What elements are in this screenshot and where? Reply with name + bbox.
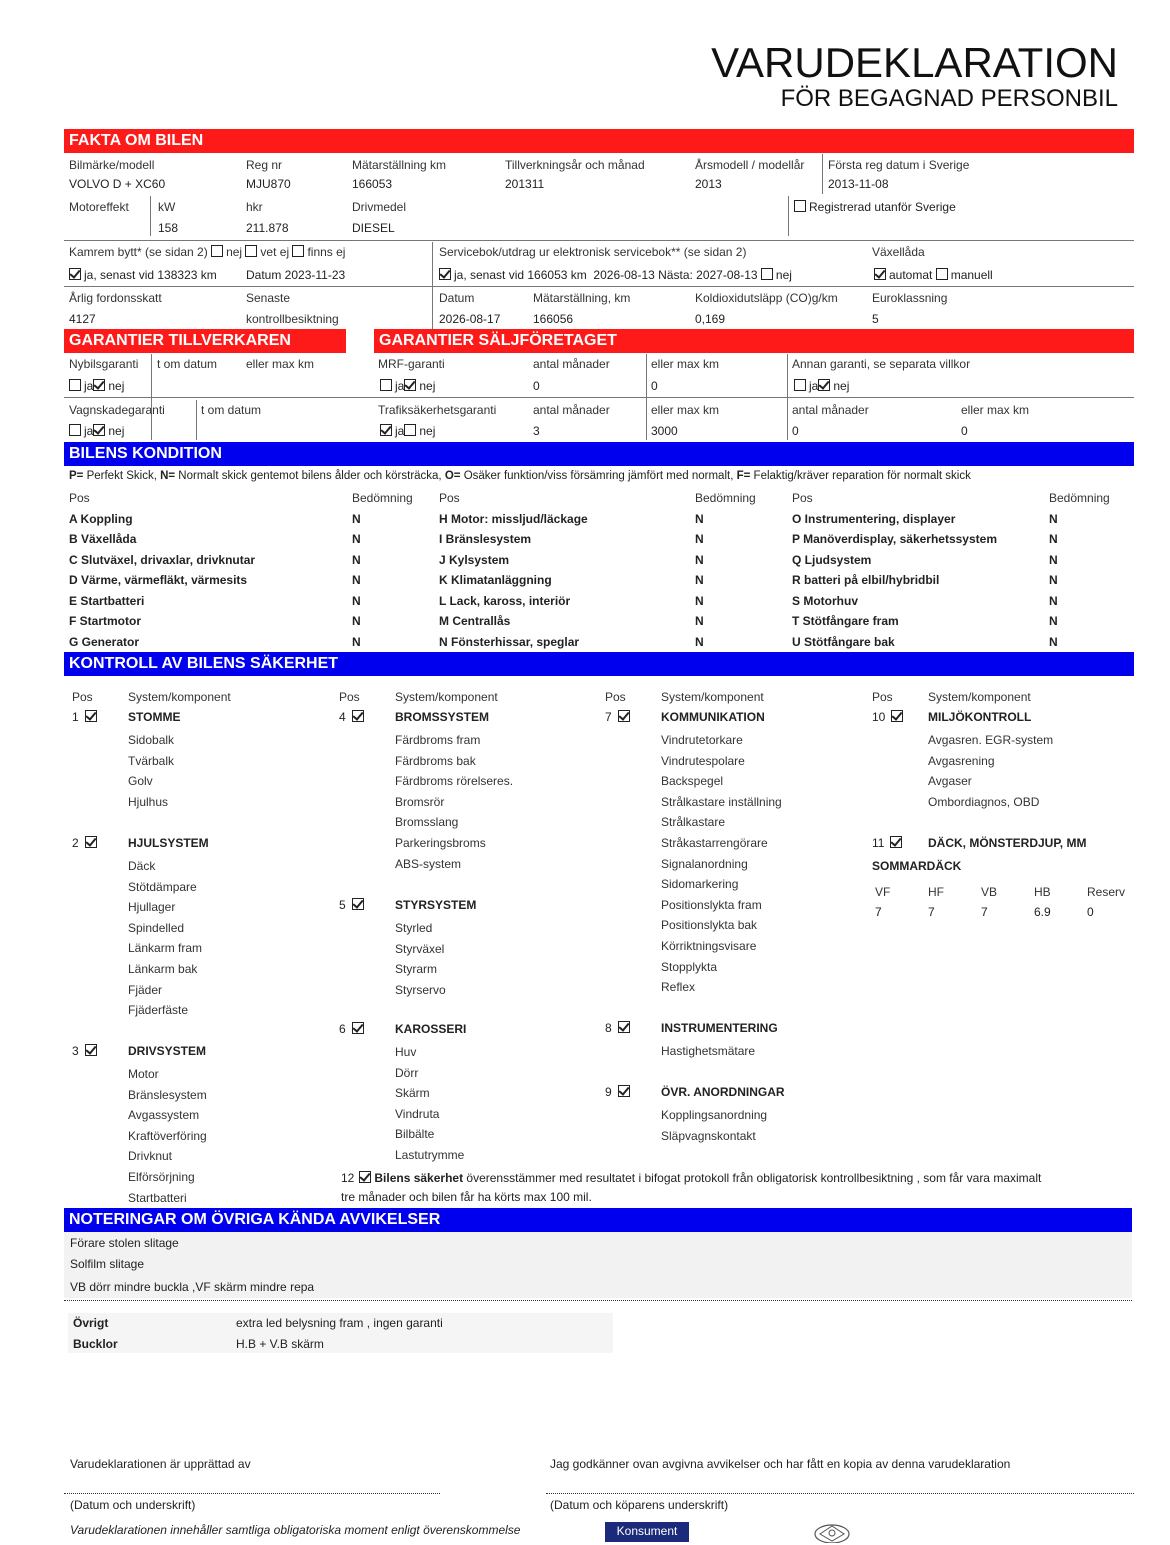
- kontroll-group-title: KOMMUNIKATION: [661, 710, 765, 724]
- kontroll-p12-line2: tre månader och bilen får ha körts max 100 mil.: [341, 1190, 592, 1204]
- garanti-salj-header: GARANTIER SÄLJFÖRETAGET: [374, 329, 1134, 353]
- condition-item: O Instrumentering, displayer: [792, 512, 956, 526]
- legend-text: Normalt skick gentemot bilens ålder och körsträcka,: [175, 470, 445, 482]
- tire-header: VB: [981, 885, 998, 899]
- sign-right-label: Jag godkänner ovan avgivna avvikelser och har fått en kopia av denna varudeklaration: [550, 1457, 1011, 1471]
- tire-depth: 0: [1087, 905, 1094, 919]
- sign-left-sub: (Datum och underskrift): [70, 1498, 196, 1512]
- kond-pos-1: Pos: [69, 491, 90, 505]
- condition-item: C Slutväxel, drivaxlar, drivknutar: [69, 553, 256, 567]
- kontroll-pos-header: Pos: [872, 690, 893, 704]
- kontroll-item: Huv: [395, 1045, 417, 1059]
- divider: [64, 240, 1134, 241]
- trafik-antal-label: antal månader: [533, 403, 610, 417]
- summer-tires-label: SOMMARDÄCK: [872, 859, 962, 873]
- kontroll-item: Skärm: [395, 1086, 430, 1101]
- kontroll-item: Färdbroms fram: [395, 733, 481, 747]
- trafik-janej: ja nej: [380, 424, 435, 438]
- condition-rating: N: [352, 532, 361, 546]
- datum-value: 2026-08-17: [439, 312, 501, 326]
- kontroll-item: Startbatteri: [128, 1190, 187, 1205]
- divider: [150, 196, 151, 236]
- kontroll-item: Styrarm: [395, 962, 437, 977]
- nybil-nej-checkbox[interactable]: [93, 379, 105, 391]
- kontroll-item: Reflex: [661, 980, 696, 995]
- kontroll-item: Lastutrymme: [395, 1148, 465, 1162]
- outside-sweden-checkbox[interactable]: [794, 200, 806, 212]
- outside-sweden[interactable]: Registrerad utanför Sverige: [794, 200, 956, 214]
- trafik-ja-checkbox[interactable]: [380, 424, 392, 436]
- condition-item: M Centrallås: [439, 614, 511, 628]
- annan-antal: 0: [792, 424, 799, 438]
- tire-depth: 7: [981, 905, 988, 919]
- condition-rating: N: [1049, 532, 1058, 546]
- kontroll-item: Färdbroms rörelseres.: [395, 774, 514, 789]
- label-fuel: Drivmedel: [352, 200, 407, 214]
- kontroll-item: ABS-system: [395, 856, 462, 871]
- annan-label: Annan garanti, se separata villkor: [792, 357, 971, 371]
- condition-item: S Motorhuv: [792, 594, 858, 608]
- label-reg: Reg nr: [246, 158, 283, 172]
- kontroll-checkbox[interactable]: [352, 1022, 364, 1034]
- condition-rating: N: [1049, 573, 1058, 587]
- tax-label: Årlig fordonsskatt: [69, 291, 162, 305]
- divider: [196, 400, 197, 440]
- kontroll-item: Vindruta: [395, 1106, 440, 1121]
- kamrem-ja-checkbox[interactable]: [69, 268, 81, 280]
- gearbox-label: Växellåda: [872, 245, 925, 259]
- odo2-label: Mätarställning, km: [533, 291, 631, 305]
- divider: [432, 242, 433, 332]
- label-model: Bilmärke/modell: [69, 158, 155, 172]
- doc-title: VARUDEKLARATION: [711, 39, 1118, 86]
- value-fuel: DIESEL: [352, 221, 395, 235]
- kontroll-group-pos: [339, 898, 367, 912]
- value-prod: 201311: [505, 177, 545, 191]
- kontroll-item: Positionslykta bak: [661, 918, 758, 933]
- fakta-header: FAKTA OM BILEN: [64, 129, 1134, 153]
- note-line-1: Förare stolen slitage: [70, 1236, 179, 1250]
- divider: [64, 1300, 1132, 1301]
- value-hk: 211.878: [246, 221, 289, 235]
- annan-antal-label: antal månader: [792, 403, 869, 417]
- condition-item: P Manöverdisplay, säkerhetssystem: [792, 532, 997, 546]
- kamrem-nej-checkbox[interactable]: [211, 245, 223, 257]
- condition-rating: N: [695, 512, 704, 526]
- kontroll-item: Hjulhus: [128, 794, 169, 809]
- kontroll-group-title: STYRSYSTEM: [395, 898, 477, 912]
- kontroll-item: Styrled: [395, 921, 433, 935]
- kontroll-item: Motor: [128, 1067, 159, 1081]
- condition-item: K Klimatanläggning: [439, 573, 552, 587]
- gearbox-auto-checkbox[interactable]: [874, 268, 886, 280]
- note-line-3: VB dörr mindre buckla ,VF skärm mindre repa: [70, 1280, 315, 1294]
- condition-item: R batteri på elbil/hybridbil: [792, 573, 940, 587]
- nybil-maxkm: eller max km: [246, 357, 315, 371]
- divider: [64, 286, 1134, 287]
- kondition-legend: [69, 469, 971, 483]
- condition-item: T Stötfångare fram: [792, 614, 899, 628]
- service-row: ja, senast vid 166053 km 2026-08-13 Nästa: 2027-08-13 nej: [439, 268, 792, 282]
- tire-header: Reserv: [1087, 885, 1126, 899]
- kontroll-item: Signalanordning: [661, 856, 748, 871]
- condition-rating: N: [695, 614, 704, 628]
- konsument-logo: Konsument: [605, 1522, 689, 1542]
- label-firstreg: Första reg datum i Sverige: [828, 158, 970, 172]
- kontroll-item: Bränslesystem: [128, 1087, 207, 1102]
- tire-header: VF: [875, 885, 891, 899]
- service-nej-checkbox[interactable]: [761, 268, 773, 280]
- condition-item: D Värme, värmefläkt, värmesits: [69, 573, 248, 587]
- nybil-label: Nybilsgaranti: [69, 357, 139, 371]
- kontroll-group-title: ÖVR. ANORDNINGAR: [661, 1085, 785, 1099]
- label-hk: hkr: [246, 200, 263, 214]
- divider: [788, 196, 789, 236]
- kontroll-header: KONTROLL AV BILENS SÄKERHET: [64, 652, 1134, 676]
- bucklor-value: H.B + V.B skärm: [236, 1337, 324, 1351]
- kontroll-group-number: 7: [605, 710, 612, 724]
- kontroll-item: Strålkastare: [661, 815, 726, 830]
- legend-key: F=: [736, 470, 751, 482]
- kamrem-datum: Datum 2023-11-23: [246, 268, 346, 282]
- doc-subtitle: FÖR BEGAGNAD PERSONBIL: [780, 85, 1118, 112]
- kontroll-group-number: 2: [72, 836, 79, 850]
- condition-item: F Startmotor: [69, 614, 141, 628]
- tire-depth: 7: [928, 905, 935, 919]
- kontroll-group-pos: [605, 1021, 633, 1035]
- odo2-value: 166056: [533, 312, 574, 326]
- mrf-label: MRF-garanti: [378, 357, 445, 371]
- condition-rating: N: [695, 532, 704, 546]
- kontroll-checkbox[interactable]: [85, 710, 97, 722]
- kontroll-item: Färdbroms bak: [395, 753, 476, 768]
- kond-pos-2: Pos: [439, 491, 460, 505]
- condition-item: A Koppling: [69, 512, 133, 526]
- kontroll-item: Sidobalk: [128, 733, 175, 747]
- kontroll-group-title: DÄCK, MÖNSTERDJUP, MM: [928, 836, 1087, 850]
- signature-line-left[interactable]: [64, 1493, 440, 1494]
- vagn-label: Vagnskadegaranti: [69, 403, 165, 417]
- trafik-nej-checkbox[interactable]: [404, 424, 416, 436]
- kontroll-group-title: INSTRUMENTERING: [661, 1021, 778, 1035]
- ovrigt-label: Övrigt: [73, 1316, 109, 1330]
- sign-left-label: Varudeklarationen är upprättad av: [70, 1457, 251, 1471]
- kontroll-item: Positionslykta fram: [661, 897, 762, 912]
- mrf-janej: ja nej: [380, 379, 435, 393]
- mrf-km: 0: [651, 379, 658, 393]
- gearbox-manual-checkbox[interactable]: [936, 268, 948, 280]
- kontroll-checkbox[interactable]: [891, 710, 903, 722]
- kontroll-item: Bilbälte: [395, 1127, 435, 1142]
- condition-rating: N: [1049, 553, 1058, 567]
- kontroll-item: Stopplykta: [661, 959, 718, 974]
- kontroll-item: Stötdämpare: [128, 879, 197, 894]
- condition-rating: N: [695, 635, 704, 649]
- condition-rating: N: [1049, 635, 1058, 649]
- kontroll-item: Körriktningsvisare: [661, 939, 757, 953]
- kontroll-group-number: 6: [339, 1022, 346, 1036]
- label-prod: Tillverkningsår och månad: [505, 158, 645, 172]
- trafik-maxkm-label: eller max km: [651, 403, 720, 417]
- kontroll-group-number: 4: [339, 710, 346, 724]
- label-odo: Mätarställning km: [352, 158, 447, 172]
- kontroll-checkbox[interactable]: [352, 710, 364, 722]
- condition-item: Q Ljudsystem: [792, 553, 872, 567]
- condition-rating: N: [1049, 512, 1058, 526]
- legend-key: P=: [69, 470, 84, 482]
- kontroll-item: Hjullager: [128, 900, 176, 915]
- mrf-nej-checkbox[interactable]: [404, 379, 416, 391]
- kond-bed-2: Bedömning: [695, 491, 756, 505]
- condition-rating: N: [1049, 614, 1058, 628]
- label-power: Motoreffekt: [69, 200, 129, 214]
- condition-item: E Startbatteri: [69, 594, 145, 608]
- nybil-ja-checkbox[interactable]: [69, 379, 81, 391]
- kontroll-group-pos: [72, 710, 100, 724]
- kontroll-group-pos: [339, 1022, 367, 1036]
- annan-ja-checkbox[interactable]: [794, 379, 806, 391]
- p12-checkbox[interactable]: [359, 1171, 371, 1183]
- kontroll-group-number: 9: [605, 1085, 612, 1099]
- tire-depth: 6.9: [1034, 905, 1051, 919]
- kontroll-item: Ombordiagnos, OBD: [928, 794, 1040, 809]
- co2-label: Koldioxidutsläpp (CO)g/km: [695, 291, 838, 305]
- kontroll-item: Däck: [128, 859, 156, 873]
- kontroll-p12: [341, 1171, 1041, 1185]
- value-firstreg: 2013-11-08: [828, 177, 889, 191]
- bucklor-label: Bucklor: [73, 1337, 118, 1351]
- label-year: Årsmodell / modellår: [695, 158, 805, 172]
- kontroll-sys-header: System/komponent: [661, 690, 764, 704]
- kamrem-row: Kamrem bytt* (se sidan 2) nej vet ej finns ej: [69, 245, 346, 259]
- p12-number: 12: [341, 1171, 355, 1185]
- inspection-label2: kontrollbesiktning: [246, 312, 339, 326]
- kond-pos-3: Pos: [792, 491, 813, 505]
- mrf-ja-checkbox[interactable]: [380, 379, 392, 391]
- kontroll-checkbox[interactable]: [618, 710, 630, 722]
- kontroll-group-number: 1: [72, 710, 79, 724]
- annan-km-label: eller max km: [961, 403, 1030, 417]
- condition-rating: N: [1049, 594, 1058, 608]
- kontroll-item: Kopplingsanordning: [661, 1108, 768, 1122]
- service-ja-checkbox[interactable]: [439, 268, 451, 280]
- condition-item: I Bränslesystem: [439, 532, 532, 546]
- condition-item: B Växellåda: [69, 532, 137, 546]
- kontroll-group-pos: [605, 710, 633, 724]
- value-model: VOLVO D + XC60: [69, 177, 166, 191]
- condition-item: L Lack, kaross, interiör: [439, 594, 571, 608]
- kontroll-item: Vindrutespolare: [661, 753, 745, 768]
- kontroll-group-pos: [872, 836, 905, 850]
- kontroll-checkbox[interactable]: [85, 1044, 97, 1056]
- label-kw: kW: [158, 200, 176, 214]
- kontroll-sys-header: System/komponent: [128, 690, 231, 704]
- kontroll-item: Parkeringsbroms: [395, 836, 486, 850]
- kontroll-item: Elförsörjning: [128, 1170, 195, 1184]
- condition-rating: N: [352, 573, 361, 587]
- kontroll-group-number: 10: [872, 710, 886, 724]
- condition-item: G Generator: [69, 635, 140, 649]
- kontroll-item: Drivknut: [128, 1149, 173, 1164]
- kondition-header: BILENS KONDITION: [64, 442, 1134, 466]
- kond-bed-3: Bedömning: [1049, 491, 1110, 505]
- kontroll-item: Dörr: [395, 1065, 419, 1080]
- kontroll-sys-header: System/komponent: [928, 690, 1031, 704]
- kontroll-item: Styrservo: [395, 982, 446, 997]
- trafik-label: Trafiksäkerhetsgaranti: [378, 403, 497, 417]
- vagn-tom: t om datum: [201, 403, 262, 417]
- datum-label: Datum: [439, 291, 475, 305]
- euro-value: 5: [872, 312, 879, 326]
- kontroll-item: Strålkastare inställning: [661, 794, 782, 809]
- condition-rating: N: [352, 635, 361, 649]
- sign-right-sub: (Datum och köparens underskrift): [550, 1498, 729, 1512]
- trafik-antal: 3: [533, 424, 540, 438]
- notes-header: NOTERINGAR OM ÖVRIGA KÄNDA AVVIKELSER: [64, 1208, 1132, 1232]
- garanti-tillv-header: GARANTIER TILLVERKAREN: [64, 329, 346, 353]
- kontroll-group-title: KAROSSERI: [395, 1022, 467, 1036]
- kontroll-pos-header: Pos: [72, 690, 93, 704]
- mrf-antal-label: antal månader: [533, 357, 610, 371]
- emblem-icon: [812, 1521, 852, 1543]
- kontroll-group-title: HJULSYSTEM: [128, 836, 209, 850]
- kontroll-item: Fjäder: [128, 982, 163, 997]
- tire-header: HB: [1034, 885, 1051, 899]
- kontroll-item: Backspegel: [661, 774, 724, 789]
- condition-item: J Kylsystem: [439, 553, 510, 567]
- kontroll-item: Avgaser: [928, 774, 972, 789]
- euro-label: Euroklassning: [872, 291, 948, 305]
- vagn-ja-checkbox[interactable]: [69, 424, 81, 436]
- value-odo: 166053: [352, 177, 393, 191]
- condition-rating: N: [695, 573, 704, 587]
- kontroll-item: Stråkastarrengörare: [661, 836, 768, 850]
- tire-depth: 7: [875, 905, 882, 919]
- kontroll-item: Avgasren. EGR-system: [928, 733, 1054, 747]
- nybil-tom: t om datum: [157, 357, 218, 371]
- service-label: Servicebok/utdrag ur elektronisk servicebok** (se sidan 2): [439, 245, 747, 259]
- kontroll-item: Avgasrening: [928, 753, 995, 768]
- kontroll-group-pos: [339, 710, 367, 724]
- p12-text: överensstämmer med resultatet i bifogat protokoll från obligatorisk kontrollbesiktning , som får vara maximalt: [463, 1171, 1042, 1185]
- kontroll-group-pos: [72, 836, 100, 850]
- kamrem-finnsej-checkbox[interactable]: [292, 245, 304, 257]
- kontroll-group-title: BROMSSYSTEM: [395, 710, 490, 724]
- kontroll-item: Tvärbalk: [128, 753, 175, 768]
- kontroll-item: Bromsrör: [395, 794, 445, 809]
- kontroll-item: Vindrutetorkare: [661, 733, 743, 747]
- mrf-antal: 0: [533, 379, 540, 393]
- kontroll-group-title: STOMME: [128, 710, 181, 724]
- condition-item: N Fönsterhissar, speglar: [439, 635, 580, 649]
- kontroll-group-number: 8: [605, 1021, 612, 1035]
- kontroll-item: Kraftöverföring: [128, 1128, 207, 1143]
- kontroll-group-number: 3: [72, 1044, 79, 1058]
- kontroll-item: Hastighetsmätare: [661, 1044, 756, 1058]
- annan-km: 0: [961, 424, 968, 438]
- value-kw: 158: [158, 221, 179, 235]
- tax-value: 4127: [69, 312, 96, 326]
- co2-value: 0,169: [695, 312, 726, 326]
- kontroll-group-title: DRIVSYSTEM: [128, 1044, 207, 1058]
- value-reg: MJU870: [246, 177, 291, 191]
- signature-line-right[interactable]: [546, 1493, 1134, 1494]
- kamrem-vetej-checkbox[interactable]: [245, 245, 257, 257]
- value-year: 2013: [695, 177, 722, 191]
- kontroll-checkbox[interactable]: [85, 836, 97, 848]
- legend-text: Osäker funktion/viss försämring jämfört med normalt,: [460, 470, 737, 482]
- kontroll-pos-header: Pos: [605, 690, 626, 704]
- legend-text: Felaktig/kräver reparation för normalt skick: [750, 470, 971, 482]
- note-line-2: Solfilm slitage: [70, 1257, 145, 1271]
- vagn-janej: ja nej: [69, 424, 124, 438]
- mrf-maxkm-label: eller max km: [651, 357, 720, 371]
- kontroll-item: Golv: [128, 774, 153, 789]
- kontroll-item: Släpvagnskontakt: [661, 1128, 756, 1143]
- condition-rating: N: [352, 553, 361, 567]
- ovrigt-value: extra led belysning fram , ingen garanti: [236, 1316, 443, 1330]
- vagn-nej-checkbox[interactable]: [93, 424, 105, 436]
- kontroll-pos-header: Pos: [339, 690, 360, 704]
- trafik-km: 3000: [651, 424, 678, 438]
- kond-bed-1: Bedömning: [352, 491, 413, 505]
- kontroll-checkbox[interactable]: [618, 1021, 630, 1033]
- kontroll-item: Avgassystem: [128, 1108, 200, 1123]
- kontroll-group-title: MILJÖKONTROLL: [928, 710, 1032, 724]
- condition-item: H Motor: missljud/läckage: [439, 512, 588, 526]
- legend-key: N=: [160, 470, 176, 482]
- legend-key: O=: [444, 470, 461, 482]
- kontroll-item: Länkarm bak: [128, 962, 198, 976]
- kontroll-group-number: 5: [339, 898, 346, 912]
- p12-bold: Bilens säkerhet: [374, 1171, 464, 1185]
- legend-text: Perfekt Skick,: [83, 470, 161, 482]
- kamrem-ja: ja, senast vid 138323 km: [69, 268, 217, 282]
- kontroll-item: Fjäderfäste: [128, 1003, 189, 1018]
- kontroll-item: Sidomarkering: [661, 877, 739, 892]
- footer-text: Varudeklarationen innehåller samtliga obligatoriska moment enligt överenskommelse: [70, 1523, 521, 1537]
- gearbox-row: automat manuell: [874, 268, 993, 282]
- kontroll-group-pos: [872, 710, 906, 724]
- kontroll-item: Länkarm fram: [128, 941, 203, 956]
- condition-rating: N: [352, 594, 361, 608]
- kontroll-item: Bromsslang: [395, 815, 459, 830]
- tire-header: HF: [928, 885, 944, 899]
- kontroll-item: Spindelled: [128, 920, 185, 935]
- kontroll-group-pos: [72, 1044, 100, 1058]
- kontroll-checkbox[interactable]: [618, 1085, 630, 1097]
- divider: [64, 397, 1134, 398]
- divider: [822, 154, 823, 194]
- kontroll-checkbox[interactable]: [890, 836, 902, 848]
- condition-rating: N: [352, 512, 361, 526]
- condition-rating: N: [695, 594, 704, 608]
- condition-rating: N: [695, 553, 704, 567]
- kontroll-sys-header: System/komponent: [395, 690, 498, 704]
- nybil-janej: ja nej: [69, 379, 124, 393]
- kontroll-item: Styrväxel: [395, 941, 445, 956]
- condition-item: U Stötfångare bak: [792, 635, 895, 649]
- annan-janej: ja nej: [794, 379, 849, 393]
- kontroll-group-pos: [605, 1085, 633, 1099]
- condition-rating: N: [352, 614, 361, 628]
- kontroll-group-number: 11: [872, 836, 885, 850]
- inspection-label1: Senaste: [246, 291, 291, 305]
- annan-nej-checkbox[interactable]: [818, 379, 830, 391]
- kontroll-checkbox[interactable]: [352, 898, 364, 910]
